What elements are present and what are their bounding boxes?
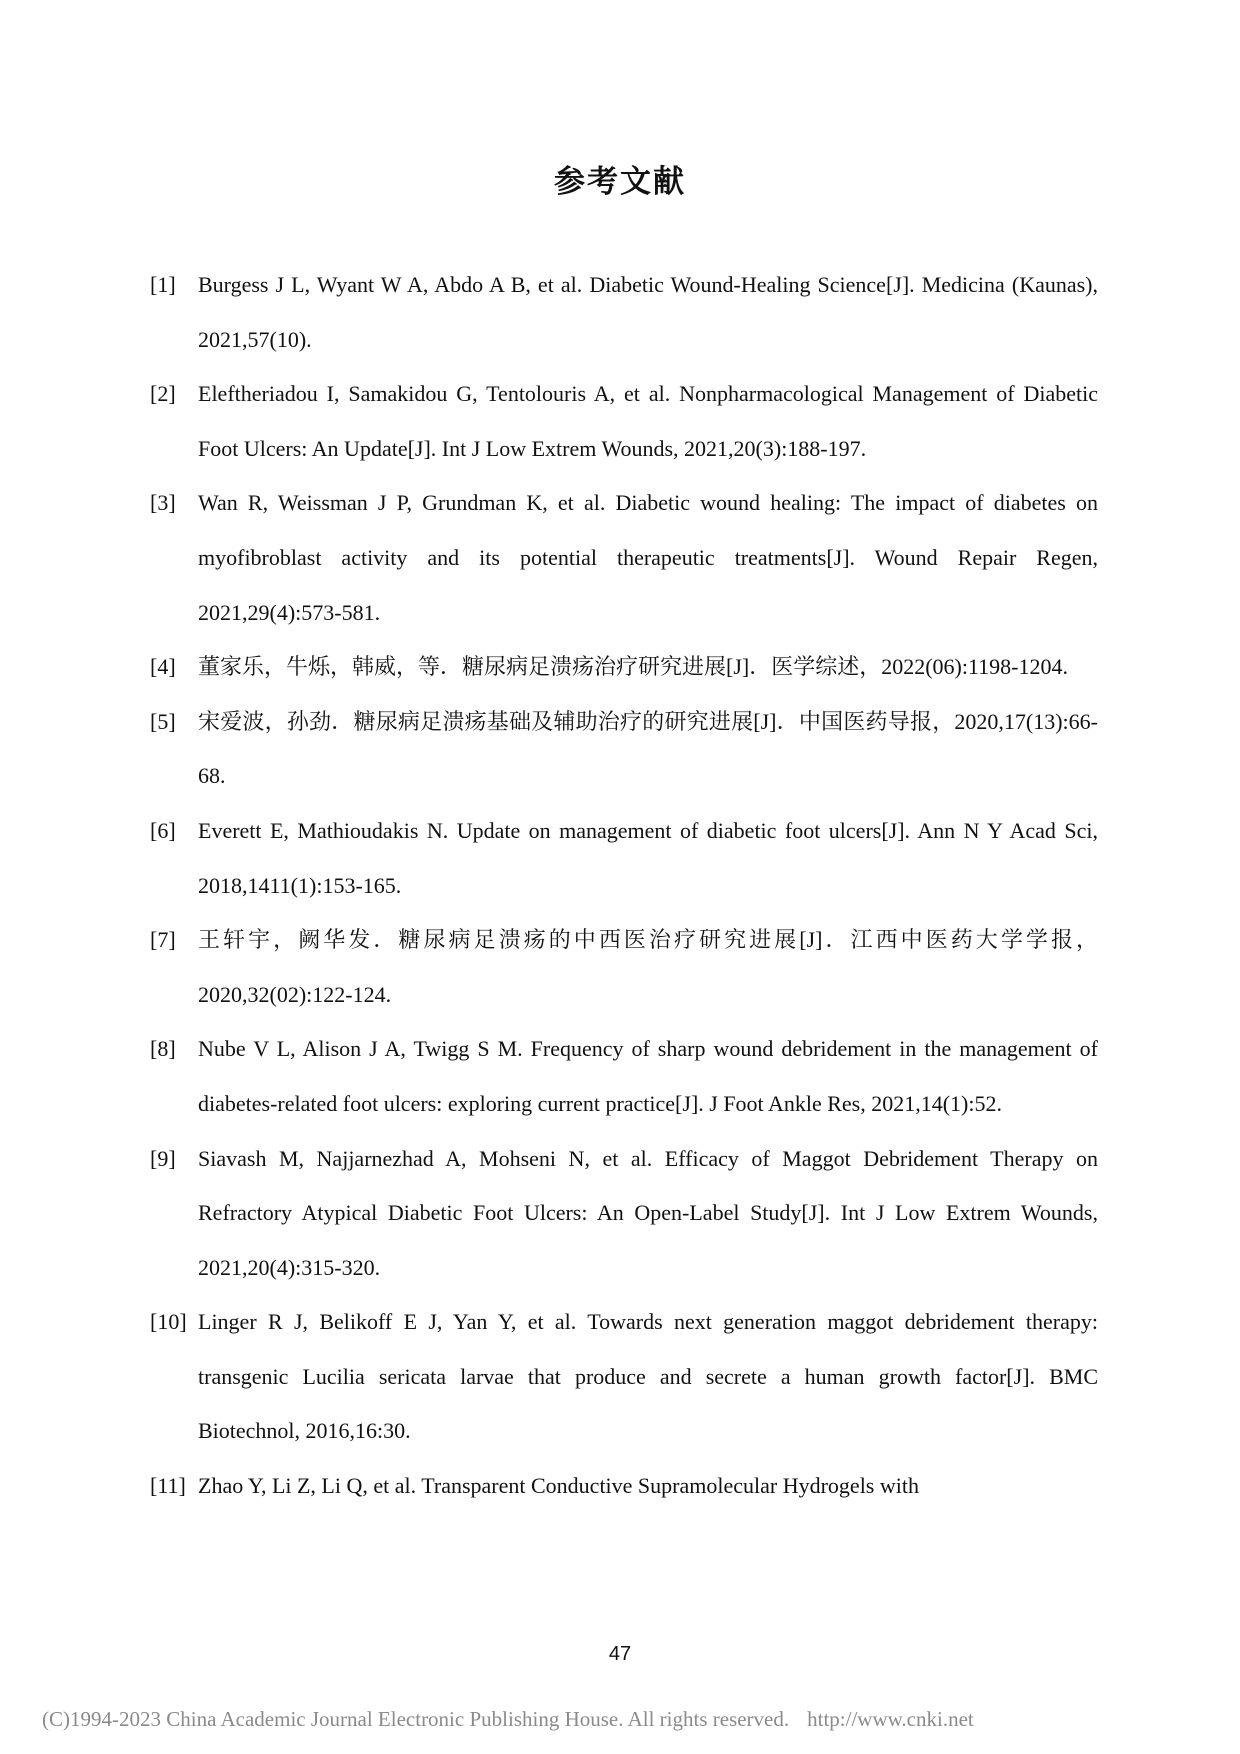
reference-item [150, 913, 1098, 1022]
reference-number: [3] [150, 490, 176, 516]
reference-text: Siavash M, Najjarnezhad A, Mohseni N, et al. Efficacy of Maggot Debridement Therapy on Refractory Atypical Diabetic Foot Ulcers: An Open-Label Study[J]. Int J Low Extrem Wounds, 2021,20(4):315-320. [198, 1145, 1098, 1280]
reference-number: [1] [150, 272, 176, 297]
reference-number: [7] [150, 927, 176, 953]
reference-item [150, 367, 1098, 476]
reference-item [150, 1295, 1098, 1459]
reference-text: 王轩宇，阙华发．糖尿病足溃疡的中西医治疗研究进展[J]．江西中医药大学学报，2020,32(02):122-124. [198, 927, 1098, 1007]
reference-number: [2] [150, 381, 176, 407]
reference-item [150, 640, 1098, 695]
reference-text: Nube V L, Alison J A, Twigg S M. Frequency of sharp wound debridement in the management of diabetes-related foot ulcers: exploring current practice[J]. J Foot Ankle Res, 2021,14(1):52. [198, 1036, 1098, 1116]
reference-number: [10] [150, 1309, 187, 1335]
reference-number: [4] [150, 654, 176, 680]
reference-text: Zhao Y, Li Z, Li Q, et al. Transparent Conductive Supramolecular Hydrogels with [198, 1473, 919, 1499]
reference-number: [5] [150, 708, 176, 734]
reference-text: Wan R, Weissman J P, Grundman K, et al. Diabetic wound healing: The impact of diabetes on myofibroblast activity and its potential therapeutic treatments[J]. Wound Repair Regen, 2021,29(4):573-581. [198, 490, 1098, 625]
reference-item [150, 1132, 1098, 1296]
reference-number: [8] [150, 1036, 176, 1062]
reference-text: Everett E, Mathioudakis N. Update on management of diabetic foot ulcers[J]. Ann N Y Acad Sci, 2018,1411(1):153-165. [198, 817, 1098, 898]
reference-text: 宋爱波，孙劲．糖尿病足溃疡基础及辅助治疗的研究进展[J]．中国医药导报，2020,17(13):66-68. [198, 708, 1098, 789]
copyright-footer [42, 1706, 974, 1732]
reference-number: [11] [150, 1473, 186, 1499]
page-title: 参考文献 [554, 164, 686, 200]
reference-text: Linger R J, Belikoff E J, Yan Y, et al. Towards next generation maggot debridement therapy: transgenic Lucilia sericata larvae that produce and secrete a human growth factor[J]. BMC Biotechnol, 2016,16:30. [198, 1309, 1098, 1444]
reference-list [150, 258, 1098, 1514]
reference-item [150, 695, 1098, 804]
reference-text: Eleftheriadou I, Samakidou G, Tentolouris A, et al. Nonpharmacological Management of Diabetic Foot Ulcers: An Update[J]. Int J Low Extrem Wounds, 2021,20(3):188-197. [198, 381, 1098, 461]
reference-number: [9] [150, 1145, 176, 1171]
page-number: 47 [608, 1643, 632, 1665]
reference-text: Burgess J L, Wyant W A, Abdo A B, et al. Diabetic Wound-Healing Science[J]. Medicina (Kaunas), 2021,57(10). [198, 272, 1098, 352]
reference-item [150, 1022, 1098, 1131]
copyright-text: (C)1994-2023 China Academic Journal Electronic Publishing House. All rights reserved. [42, 1707, 790, 1731]
reference-item [150, 258, 1098, 367]
reference-item [150, 804, 1098, 913]
reference-text: 董家乐，牛烁，韩威，等．糖尿病足溃疡治疗研究进展[J]．医学综述，2022(06):1198-1204. [198, 654, 1068, 680]
footer-url: http://www.cnki.net [807, 1707, 974, 1731]
reference-item [150, 476, 1098, 640]
reference-number: [6] [150, 817, 176, 843]
reference-item [150, 1459, 1098, 1514]
